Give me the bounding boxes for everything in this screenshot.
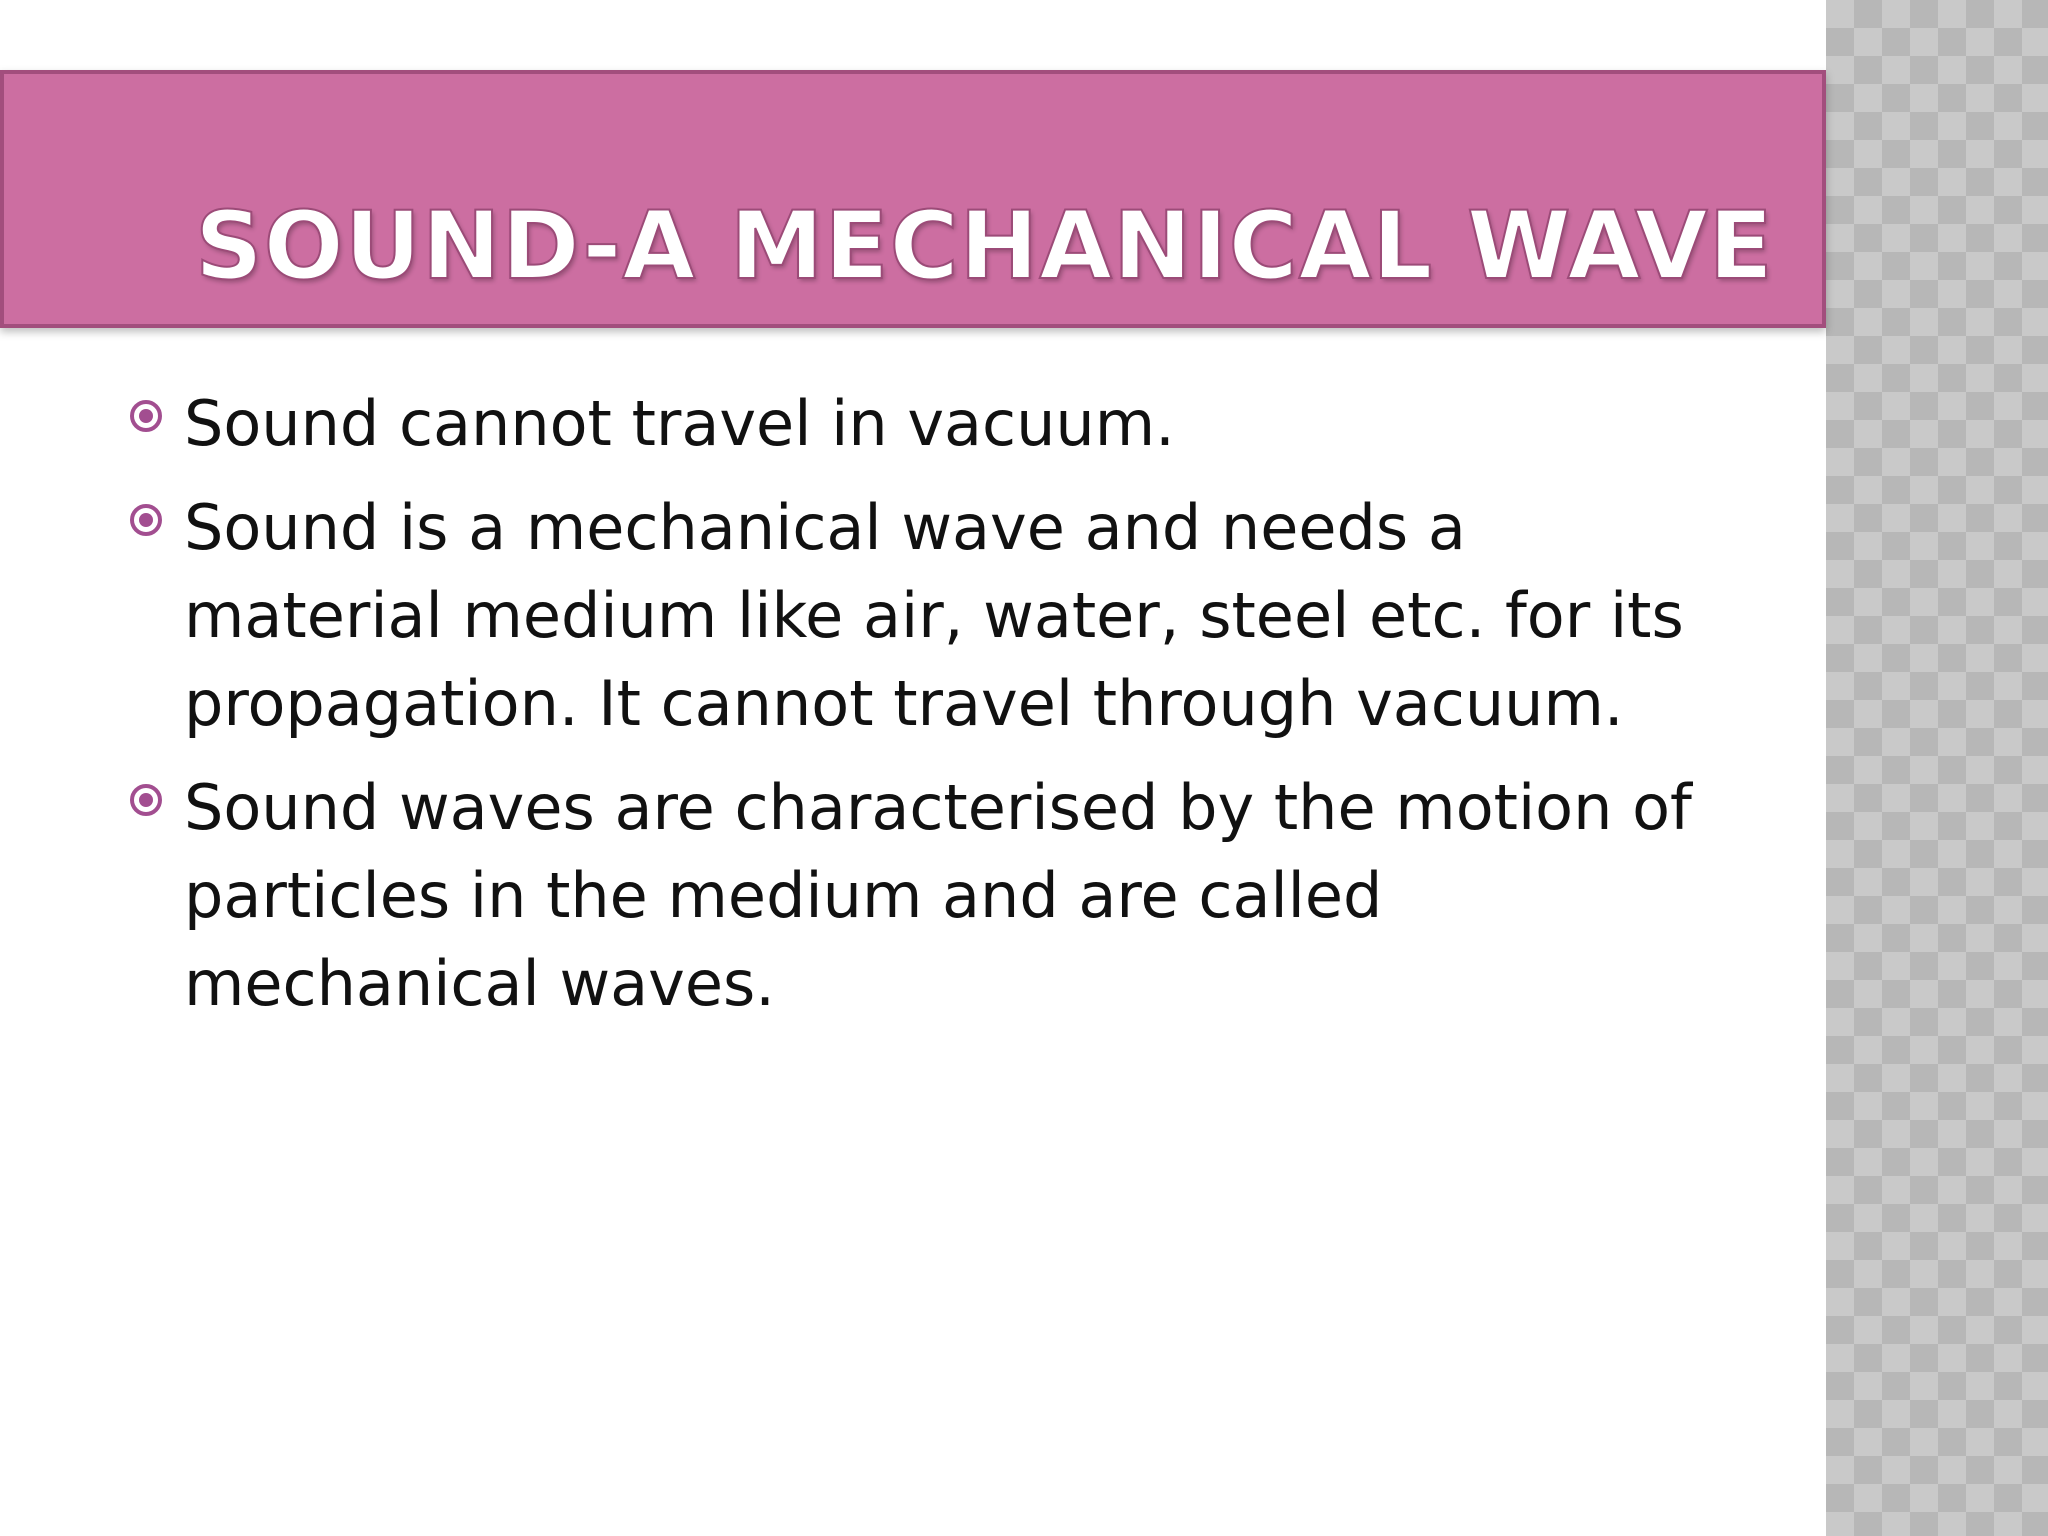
bullet-text: Sound waves are characterised by the motion of particles in the medium and are called mechanical waves.: [184, 771, 1692, 1020]
bullet-list: [126, 380, 1716, 1044]
decorative-side-panel: [1826, 0, 2048, 1536]
target-bullet-icon: [130, 400, 162, 432]
slide-title: SOUND-A MECHANICAL WAVE: [195, 192, 1774, 301]
bullet-text: Sound is a mechanical wave and needs a material medium like air, water, steel etc. for its propagation. It cannot travel through vacuum.: [184, 491, 1684, 740]
target-bullet-icon: [130, 504, 162, 536]
bullet-item: [126, 380, 1716, 468]
target-bullet-icon: [130, 784, 162, 816]
bullet-item: [126, 484, 1716, 748]
bullet-item: [126, 764, 1716, 1028]
bullet-text: Sound cannot travel in vacuum.: [184, 387, 1175, 460]
